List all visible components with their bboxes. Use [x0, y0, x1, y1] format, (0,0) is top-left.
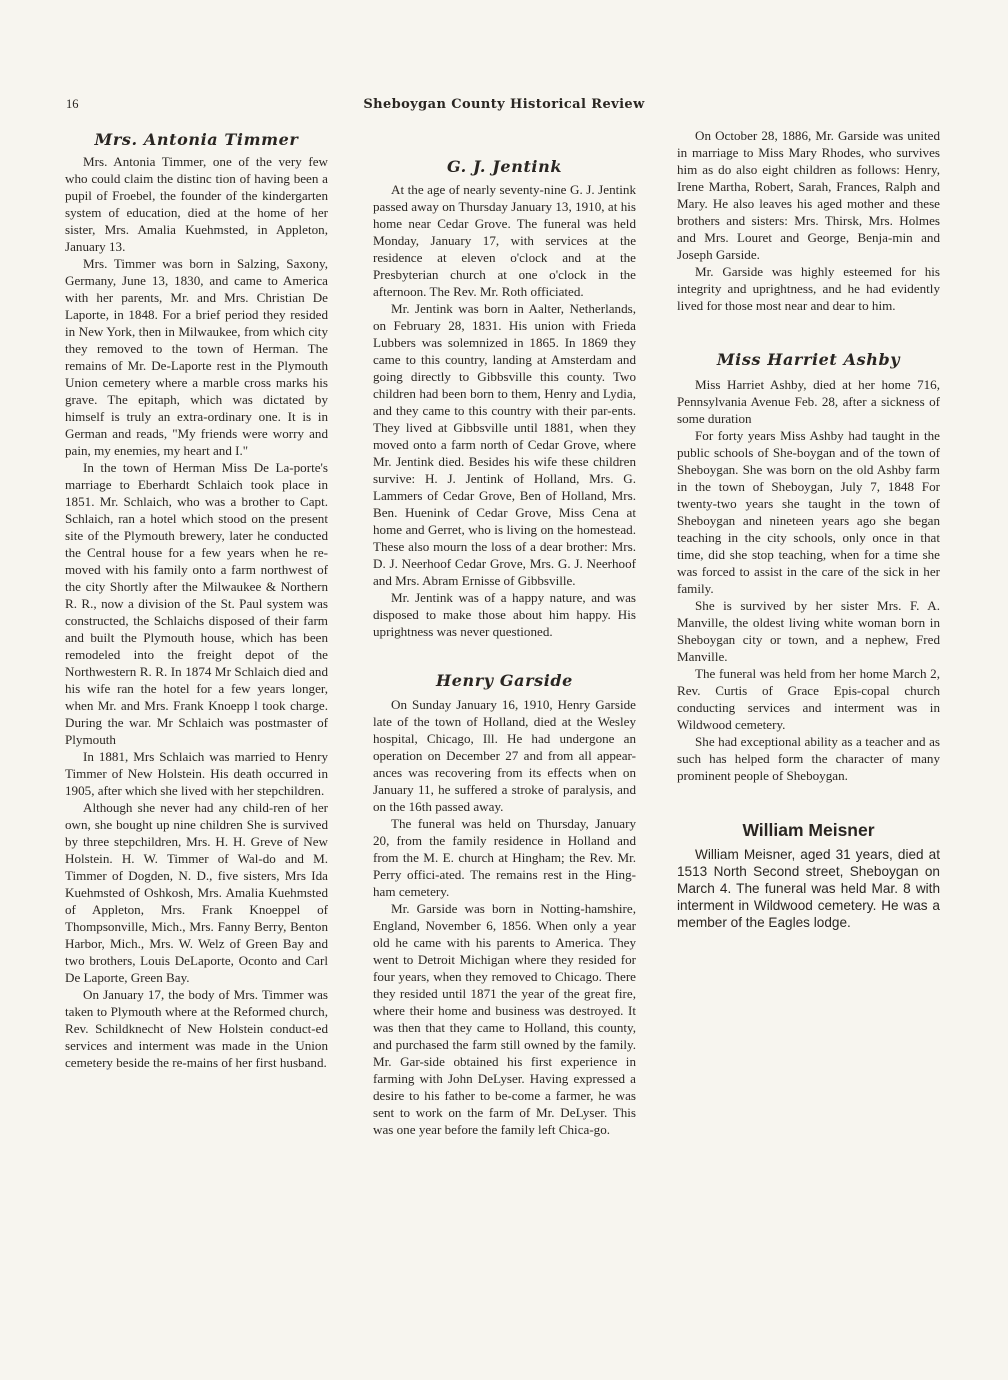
- paragraph: On October 28, 1886, Mr. Garside was united in marriage to Miss Mary Rhodes, who survives him as do also eight children as follows: Henry, Irene Martha, Robert, Sarah, Frances, Ralph and Mary. He also leaves his aged mother and these brothers and sisters: Mrs. Thirsk, Mrs. Holmes and Mrs. Louret and George, Benja-min and Joseph Garside.: [677, 128, 940, 262]
- article-title-jentink: G. J. Jentink: [446, 157, 563, 176]
- paragraph: In 1881, Mrs Schlaich was married to Henry Timmer of New Holstein. His death occurred in 1905, after which she lived with her stepchildren.: [65, 749, 328, 798]
- paragraph: The funeral was held on Thursday, January 20, from the family residence in Holland and from the M. E. church at Hingham; the Rev. Mr. Perry offici-ated. The remains rest in the Hing-ham cemetery.: [373, 816, 636, 899]
- column-3: [677, 127, 940, 931]
- paragraph: At the age of nearly seventy-nine G. J. Jentink passed away on Thursday January 13, 1910, at his home near Cedar Grove. The funeral was held Monday, January 17, with services at the residence at eleven o'clock and at the Presbyterian church at one o'clock in the afternoon. The Rev. Mr. Roth officiated.: [373, 182, 636, 299]
- running-title: Sheboygan County Historical Review: [363, 97, 645, 112]
- paragraph: Mr. Garside was highly esteemed for his integrity and uprightness, and he had evidently lived for those most near and dear to him.: [677, 264, 940, 313]
- page-number: 16: [66, 97, 79, 111]
- paragraph: Mrs. Timmer was born in Salzing, Saxony, Germany, June 13, 1830, and came to America with her parents, Mr. and Mrs. Christian De Laporte, in 1848. For a brief period they resided in New York, then in Milwaukee, from which city they removed to the town of Herman. The remains of Mr. De-Laporte rest in the Plymouth Union cemetery where a marble cross marks his grave. The epitaph, which was dictated by himself is truly an extra-ordinary one. It is in German and reads, "My friends were worry and pain, my enemies, my heart and I.": [65, 256, 328, 458]
- article-title-garside: Henry Garside: [436, 671, 573, 690]
- paragraph: Although she never had any child-ren of her own, she bought up nine children She is survived by three stepchildren, Mrs. H. H. Greve of New Holstein. H. W. Timmer of Wal-do and M. Timmer of Dogden, N. D., five sisters, Mrs Ida Kuehmsted of Oshkosh, Mrs. Amalia Kuehmsted of Appleton, Mrs. Frank Knoeppel of Thompsonville, Mich., Mrs. Fanny Berry, Benton Harbor, Mich., Mrs. W. Welz of Green Bay and two brothers, Louis DeLaporte, Oconto and Carl De Laporte, Green Bay.: [65, 800, 328, 985]
- article-title-ashby: Miss Harriet Ashby: [716, 350, 901, 369]
- page-header: [66, 97, 942, 115]
- article-title-timmer: Mrs. Antonia Timmer: [94, 130, 299, 149]
- paragraph: Mr. Jentink was of a happy nature, and was disposed to make those about him happy. His uprightness was never questioned.: [373, 590, 636, 639]
- paragraph: She had exceptional ability as a teacher and as such has helped form the character of many prominent people of Sheboygan.: [677, 734, 940, 783]
- paragraph: William Meisner, aged 31 years, died at 1513 North Second street, Sheboygan on March 4. The funeral was held Mar. 8 with interment in Wildwood cemetery. He was a member of the Eagles lodge.: [677, 847, 940, 930]
- paragraph: The funeral was held from her home March 2, Rev. Curtis of Grace Epis-copal church conducting services and interment was in Wildwood cemetery.: [677, 666, 940, 732]
- paragraph: Mr. Garside was born in Notting-hamshire, England, November 6, 1856. When only a year old he came with his parents to America. They went to Detroit Michigan where they resided for four years, when they removed to Chicago. There they resided until 1871 the year of the great fire, where their home and business was destroyed. It was then that they came to Holland, this county, and purchased the farm still owned by the family. Mr. Gar-side obtained his first experience in farming with John DeLyser. Having expressed a desire to his father to be-come a farmer, he was sent to work on the farm of Mr. DeLyser. This was one year before the family left Chica-go.: [373, 901, 636, 1137]
- paragraph: In the town of Herman Miss De La-porte's marriage to Eberhardt Schlaich took place in 1851. Mr. Schlaich, who was a brother to Capt. Schlaich, ran a hotel which stood on the present site of the Plymouth brewery, later he conducted the Central house for a few years when he re-moved with his family onto a farm northwest of the city Shortly after the Milwaukee & Northern R. R., now a division of the St. Paul system was constructed, the Schlaichs disposed of their farm and built the Plymouth house, which has been remodeled into the freight depot of the Northwestern R. R. In 1874 Mr Schlaich died and his wife ran the hotel for a few years longer, when Mr. and Mrs. Frank Knoepp l took charge. During the war. Mr Schlaich was postmaster of Plymouth: [65, 460, 328, 747]
- column-1: [65, 127, 328, 1071]
- paragraph: Miss Harriet Ashby, died at her home 716, Pennsylvania Avenue Feb. 28, after a sickness of some duration: [677, 377, 940, 426]
- paragraph: On Sunday January 16, 1910, Henry Garside late of the town of Holland, died at the Wesley hospital, Chicago, Ill. He had undergone an operation on December 27 and from all appear-ances was recovering from its effects when on January 11, he suffered a stroke of paralysis, and on the 16th passed away.: [373, 697, 636, 814]
- paragraph: Mr. Jentink was born in Aalter, Netherlands, on February 28, 1831. His union with Frieda Lubbers was solemnized in 1865. In 1869 they came to this country, landing at Amsterdam and going directly to Gibbsville this county. Two children had been born to them, Henry and Lydia, and they came to this country with their par-ents. They lived at Gibbsville until 1881, when they moved onto a farm north of Cedar Grove, where Mr. Jentink died. Besides his wife these children survive: H. J. Jentink of Holland, Mrs. G. Lammers of Cedar Grove, Ben of Holland, Mrs. Ben. Huenink of Cedar Grove, Miss Cena at home and Gerret, who is living on the homestead. These also mourn the loss of a dear brother: Mrs. D. J. Neerhoof Cedar Grove, Mrs. G. J. Neerhoof and Mrs. Abram Ernisse of Gibbsville.: [373, 301, 636, 588]
- paragraph: For forty years Miss Ashby had taught in the public schools of She-boygan and of the town of Sheboygan. She was born on the old Ashby farm in the town of Sheboygan, July 7, 1848 For twenty-two years she taught in the town of Sheboygan and nineteen years ago she began teaching in the city schools, only once in that time, did she stop teaching, when for a time she was forced to assist in the care of the sick in her family.: [677, 428, 940, 596]
- column-2: [373, 127, 636, 1138]
- paragraph: She is survived by her sister Mrs. F. A. Manville, the oldest living white woman born in Sheboygan city or town, and a nephew, Fred Manville.: [677, 598, 940, 664]
- paragraph: On January 17, the body of Mrs. Timmer was taken to Plymouth where at the Reformed church, Rev. Schildknecht of New Holstein conduct-ed services and interment was made in the Union cemetery beside the re-mains of her first husband.: [65, 987, 328, 1070]
- article-title-meisner: William Meisner: [742, 820, 875, 840]
- paragraph: Mrs. Antonia Timmer, one of the very few who could claim the distinc tion of having been a pupil of Froebel, the founder of the kindergarten system of education, died at the home of her sister, Mrs. Amalia Kuehmsted, in Appleton, January 13.: [65, 154, 328, 254]
